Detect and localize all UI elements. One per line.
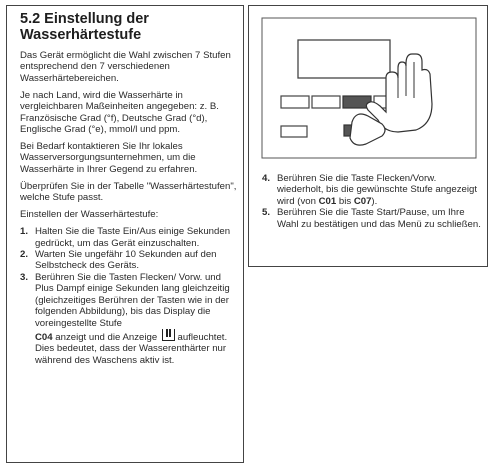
step-text: Warten Sie ungefähr 10 Sekunden auf den Selbstcheck des Geräts. (35, 249, 217, 272)
step-text: Berühren Sie die Tasten Flecken/ Vorw. und Plus Dampf einige Sekunden lang gleichzeitig (gleichzeitiges Berühren der Tasten wie in der folgenden Abbildung), bis das Display die voreingestellte Stufe (35, 271, 230, 329)
step-number: 5. (262, 207, 271, 219)
intro-paragraph: Das Gerät ermöglicht die Wahl zwischen 7 Stufen entsprechend den 7 verschiedenen Wasserhärtebereichen. (20, 50, 231, 84)
step-number: 1. (20, 226, 29, 238)
procedure-heading: Einstellen der Wasserhärtestufe: (20, 209, 159, 221)
left-column-text (20, 50, 238, 366)
step-5 (262, 207, 484, 230)
step-text: Berühren Sie die Taste Start/Pause, um Ihre Wahl zu bestätigen und das Menü zu schließen. (277, 207, 481, 230)
water-softener-indicator-icon (162, 329, 175, 341)
step-text: bis (338, 195, 352, 207)
table-reference-paragraph: Überprüfen Sie in der Tabelle "Wasserhärtestufen", welche Stufe passt. (20, 180, 237, 204)
contact-paragraph: Bei Bedarf kontaktieren Sie Ihr lokales Wasserversorgungsunternehmen, um die Wasserhärte in Ihrer Gegend zu erfahren. (20, 141, 198, 175)
steps-list-right (262, 173, 484, 230)
step-1 (20, 226, 238, 249)
step-text: Halten Sie die Taste Ein/Aus einige Sekunden gedrückt, um das Gerät einzuschalten. (35, 226, 231, 249)
steps-list-left (20, 226, 238, 366)
display-code: C04 (35, 331, 53, 343)
step-3 (20, 272, 238, 366)
section-title: 5.2 Einstellung der Wasserhärtestufe (20, 11, 149, 43)
step-text: Berühren Sie die Taste Flecken/Vorw. wiederholt, bis die gewünschte Stufe angezeigt wird (von (277, 173, 477, 207)
control-panel-illustration (256, 12, 482, 162)
right-column-text (262, 173, 484, 230)
panel-button (312, 96, 340, 108)
code-max: C07 (353, 195, 372, 207)
step-2 (20, 249, 238, 272)
step-number: 4. (262, 173, 271, 184)
step-text: aufleuchtet. Dies bedeutet, dass der Wasserenthärter nur während des Waschens aktiv ist. (35, 331, 228, 366)
display-window (298, 40, 390, 78)
panel-button (281, 96, 309, 108)
step-number: 2. (20, 249, 29, 261)
step-text: ). (371, 195, 378, 207)
units-paragraph: Je nach Land, wird die Wasserhärte in vergleichbaren Maßeinheiten angegeben: z. B. Französische Grad (°f), Deutsche Grad (°d), Englische Grad (°e), mmol/l und ppm. (20, 89, 219, 136)
code-min: C01 (318, 195, 337, 207)
panel-button (281, 126, 307, 137)
step-text: anzeigt und die Anzeige (55, 331, 158, 343)
step-number: 3. (20, 271, 29, 283)
step-4 (262, 173, 484, 207)
